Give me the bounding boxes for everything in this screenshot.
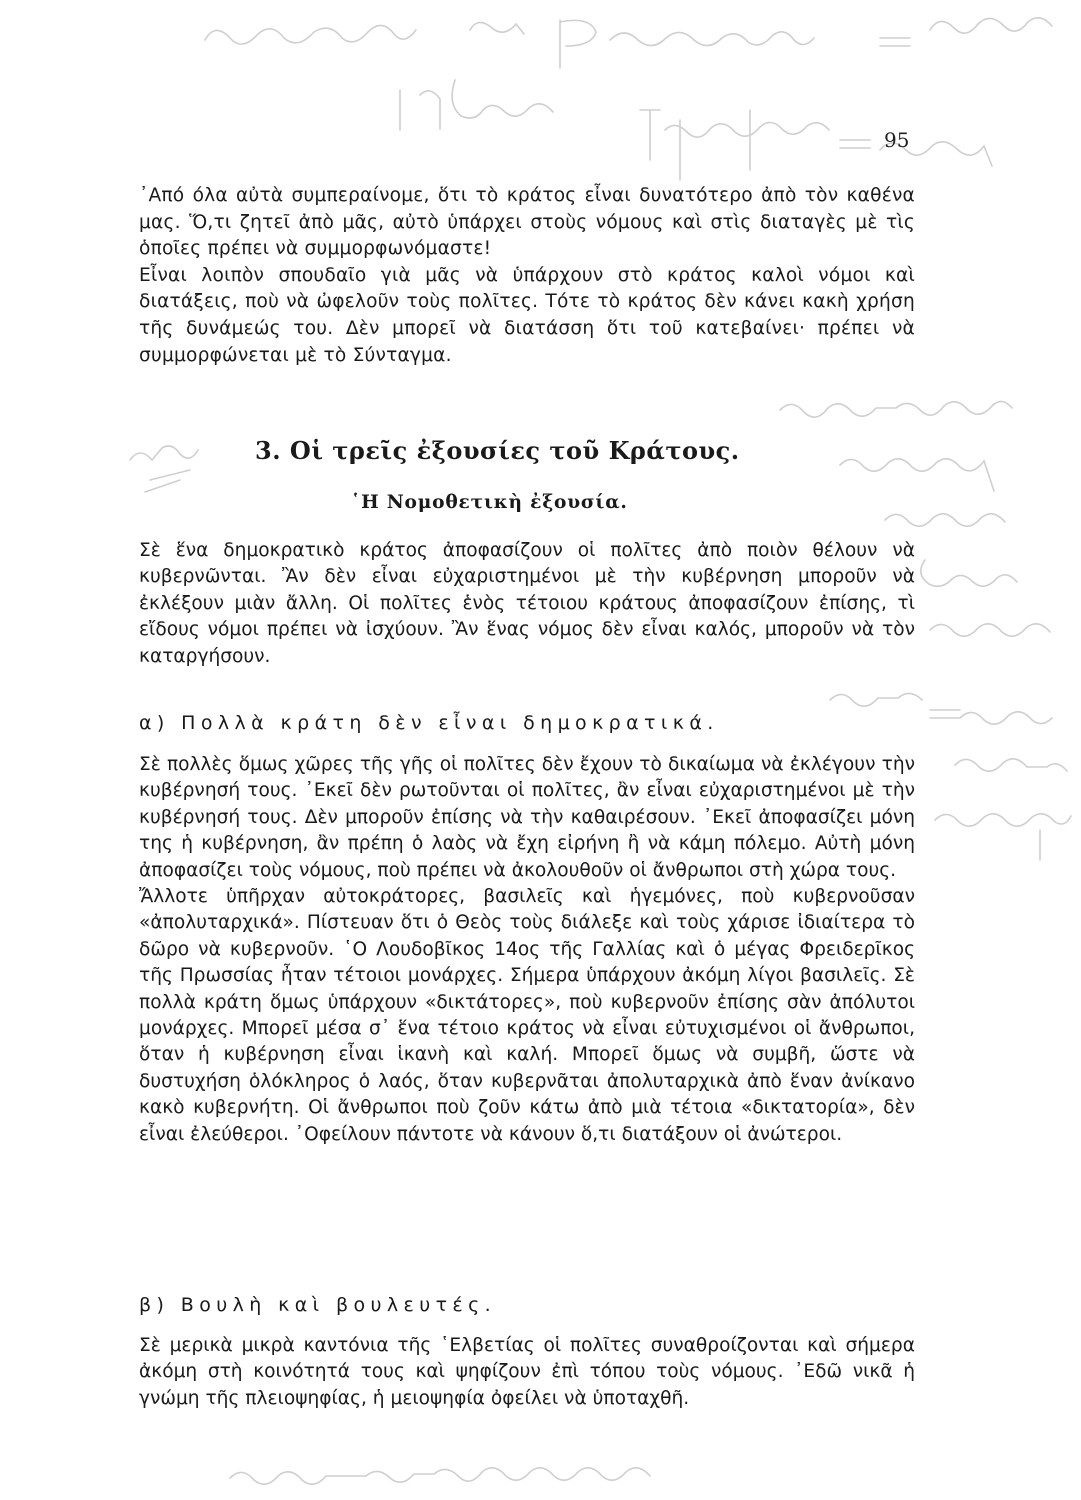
legislative-text <box>139 538 915 670</box>
section-b-heading: β) Βουλὴ καὶ βουλευτές. <box>139 1294 497 1316</box>
section-a-text <box>139 752 915 1148</box>
section-a-heading: α) Πολλὰ κράτη δὲν εἶναι δημοκρατικά. <box>139 712 719 734</box>
section-b-text <box>139 1333 915 1412</box>
paragraph: Σὲ μερικὰ μικρὰ καντόνια τῆς ῾Ελβετίας οἱ πολῖτες συναθροίζονται καὶ σήμερα ἀκόμη στὴ κοινότητά τους καὶ ψηφίζουν ἐπὶ τόπου τοὺς νόμους. ᾽Εδῶ νικᾶ ἡ γνώμη τῆς πλειοψηφίας, ἡ μειοψηφία ὀφείλει νὰ ὑποταχθῆ. <box>139 1335 915 1409</box>
intro-text <box>139 183 915 369</box>
paragraph: ᾽Από όλα αὐτὰ συμπεραίνομε, ὅτι τὸ κράτος εἶναι δυνατότερο ἀπὸ τὸν καθένα μας. Ὅ,τι ζητεῖ ἀπὸ μᾶς, αὐτὸ ὑπάρχει στοὺς νόμους καὶ στὶς διαταγὲς μὲ τὶς ὁποῖες πρέπει νὰ συμμορφωνόμαστε! <box>139 185 915 260</box>
chapter-heading: 3. Οἱ τρεῖς ἐξουσίες τοῦ Κράτους. <box>255 436 740 465</box>
paragraph: Ἄλλοτε ὑπῆρχαν αὐτοκράτορες, βασιλεῖς καὶ ἡγεμόνες, ποὺ κυβερνοῦσαν «ἀπολυταρχικά». Πίστευαν ὅτι ὁ Θεὸς τοὺς διάλεξε καὶ τοὺς χάρισε ἰδιαίτερα τὸ δῶρο νὰ κυβερνοῦν. ῾Ο Λουδοβῖκος 14ος τῆς Γαλλίας καὶ ὁ μέγας Φρειδερῖκος τῆς Πρωσσίας ἦταν τέτοιοι μονάρχες. Σήμερα ὑπάρχουν ἀκόμη λίγοι βασιλεῖς. Σὲ πολλὰ κράτη ὅμως ὑπάρχουν «δικτάτορες», ποὺ κυβερνοῦν ἐπίσης σὰν ἀπόλυτοι μονάρχες. Μπορεῖ μέσα σ᾽ ἕνα τέτοιο κράτος νὰ εἶναι εὐτυχισμένοι οἱ ἄνθρωποι, ὅταν ἡ κυβέρνηση εἶναι ἱκανὴ καὶ καλή. Μπορεῖ ὅμως νὰ συμβῆ, ὥστε νὰ δυστυχήση ὁλόκληρος ὁ λαός, ὅταν κυβερνᾶται ἀπολυταρχικὰ ἀπὸ ἕναν ἀνίκανο κακὸ κυβερνήτη. Οἱ ἄνθρωποι ποὺ ζοῦν κάτω ἀπὸ μιὰ τέτοια «δικτατορία», δὲν εἶναι ἐλεύθεροι. ᾽Οφείλουν πάντοτε νὰ κάνουν ὅ,τι διατάξουν οἱ ἀνώτεροι. <box>139 886 915 1145</box>
section-subheading: ῾Η Νομοθετικὴ ἐξουσία. <box>351 492 628 513</box>
paragraph: Σὲ ἕνα δημοκρατικὸ κράτος ἀποφασίζουν οἱ πολῖτες ἀπὸ ποιὸν θέλουν νὰ κυβερνῶνται. Ἂν δὲν εἶναι εὐχαριστημένοι μὲ τὴν κυβέρνηση μποροῦν νὰ ἐκλέξουν μιὰν ἄλλη. Οἱ πολῖτες ἑνὸς τέτοιου κράτους ἀποφασίζουν ἐπίσης, τὶ εἴδους νόμοι πρέπει νὰ ἰσχύουν. Ἂν ἕνας νόμος δὲν εἶναι καλός, μποροῦν νὰ τὸν καταργήσουν. <box>139 540 915 667</box>
paragraph: Σὲ πολλὲς ὅμως χῶρες τῆς γῆς οἱ πολῖτες δὲν ἔχουν τὸ δικαίωμα νὰ ἐκλέγουν τὴν κυβέρνησή τους. ᾽Εκεῖ δὲν ρωτοῦνται οἱ πολῖτες, ἂν εἶναι εὐχαριστημένοι μὲ τὴν κυβέρνησή τους. Δὲν μποροῦν ἐπίσης νὰ τὴν καθαιρέσουν. ᾽Εκεῖ ἀποφασίζει μόνη της ἡ κυβέρνηση, ἂν πρέπη ὁ λαὸς νὰ ἔχη εἰρήνη ἢ νὰ κάμη πόλεμο. Αὐτὴ μόνη ἀποφασίζει τοὺς νόμους, ποὺ πρέπει νὰ ἀκολουθοῦν οἱ ἄνθρωποι στὴ χώρα τους. <box>139 754 915 881</box>
page-number: 95 <box>884 128 910 152</box>
paragraph: Εἶναι λοιπὸν σπουδαῖο γιὰ μᾶς νὰ ὑπάρχουν στὸ κράτος καλοὶ νόμοι καὶ διατάξεις, ποὺ νὰ ὠφελοῦν τοὺς πολῖτες. Τότε τὸ κράτος δὲν κάνει κακὴ χρήση τῆς δυνάμεώς του. Δὲν μπορεῖ νὰ διατάσση ὅτι τοῦ κατεβαίνει· πρέπει νὰ συμμορφώνεται μὲ τὸ Σύνταγμα. <box>139 264 915 366</box>
